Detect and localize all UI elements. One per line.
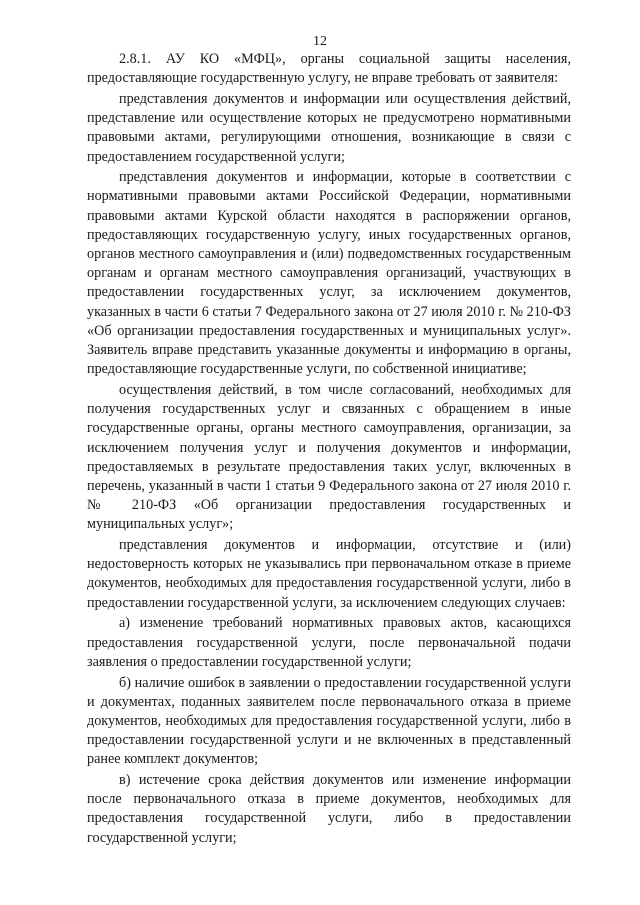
paragraph-item-missing-documents: представления документов и информации, отсутствие и (или) недостоверность которых не указывались при первоначальном отказе в приеме документов, необходимых для предоставления государственной услуги, либо в предоставлении государственной услуги, за исключением следующих случаев: — [87, 537, 571, 611]
paragraph-item-approvals: осуществления действий, в том числе согласований, необходимых для получения государственных услуг и связанных с обращением в иные государственные органы, органы местного самоуправления, организации, за исключением получения услуг и получения документов и информации, предоставляемых в результате предоставления таких услуг, включенных в перечень, указанный в части 1 статьи 9 Федерального закона от 27 июля 2010 г. № 210-ФЗ «Об организации предоставления государственных и муниципальных услуг»; — [87, 381, 571, 533]
paragraph-subitem-b: б) наличие ошибок в заявлении о предоставлении государственной услуги и документах, поданных заявителем после первоначального отказа в приеме документов, необходимых для предоставления государственной услуги, либо в предоставлении государственной услуги и не включенных в представленный ранее комплект документов; — [87, 674, 571, 768]
paragraph-subitem-a: а) изменение требований нормативных правовых актов, касающихся предоставления государственной услуги, после первоначальной подачи заявления о предоставлении государственной услуги; — [87, 615, 571, 670]
document-body — [87, 50, 571, 849]
paragraph-subitem-v: в) истечение срока действия документов или изменение информации после первоначального отказа в приеме документов, необходимых для предоставления государственной услуги, либо в предоставлении государственной услуги; — [87, 772, 571, 846]
paragraph-item-documents-not-required: представления документов и информации или осуществления действий, представление или осуществление которых не предусмотрено нормативными правовыми актами, регулирующими отношения, возникающие в связи с предоставлением государственной услуги; — [87, 90, 571, 165]
paragraph-clause-2-8-1: 2.8.1. АУ КО «МФЦ», органы социальной защиты населения, предоставляющие государственную услугу, не вправе требовать от заявителя: — [87, 51, 571, 87]
paragraph-item-documents-in-possession: представления документов и информации, которые в соответствии с нормативными правовыми актами Российской Федерации, нормативными правовыми актами Курской области находятся в распоряжении органов, предоставляющих государственную услугу, иных государственных органов, органов местного самоуправления и (или) подведомственных государственным органам и органам местного самоуправления организаций, участвующих в предоставлении государственных услуг, за исключением документов, указанных в части 6 статьи 7 Федерального закона от 27 июля 2010 г. № 210-ФЗ «Об организации предоставления государственных и муниципальных услуг». Заявитель вправе представить указанные документы и информацию в органы, предоставляющие государственные услуги, по собственной инициативе; — [87, 169, 571, 378]
page-number: 12 — [313, 34, 327, 49]
